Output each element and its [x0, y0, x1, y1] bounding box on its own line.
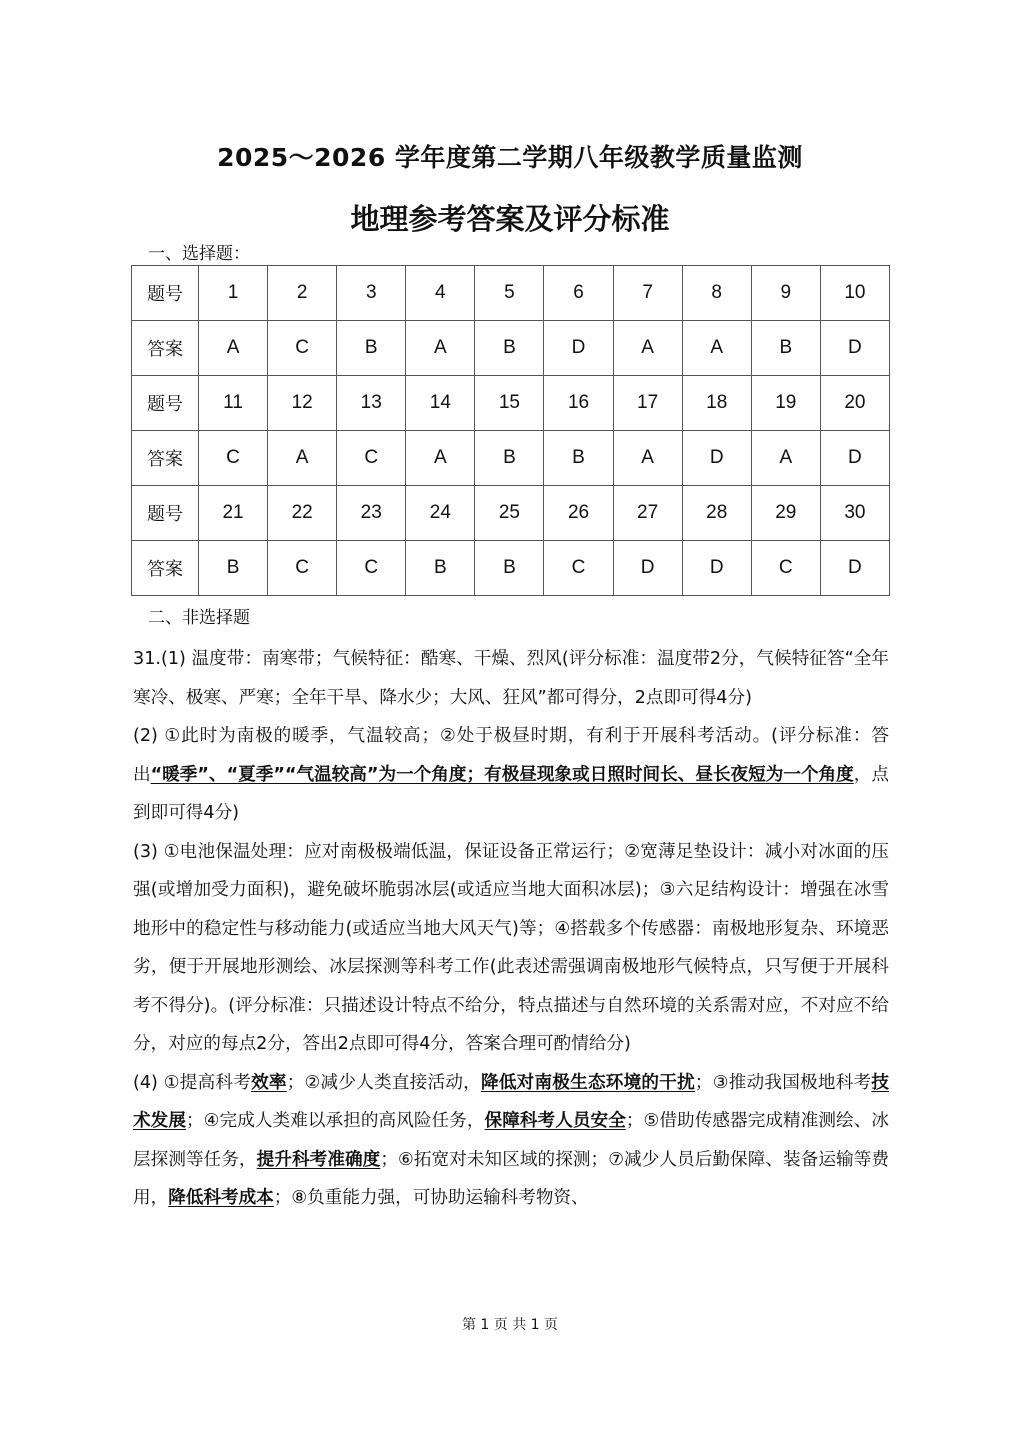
- answer-cell: B: [406, 541, 475, 596]
- answer-text: ；②减少人类直接活动，: [286, 1072, 481, 1093]
- answer-paragraph: [133, 1064, 889, 1218]
- answer-cell: C: [751, 541, 820, 596]
- section-heading-nonchoice: 二、非选择题: [148, 608, 250, 628]
- answer-cell: C: [337, 431, 406, 486]
- row-label-answer: 答案: [132, 541, 199, 596]
- question-number-cell: 5: [475, 266, 544, 321]
- answer-cell: C: [268, 321, 337, 376]
- question-number-cell: 14: [406, 376, 475, 431]
- document-subtitle: 地理参考答案及评分标准: [350, 202, 670, 236]
- answer-cell: C: [268, 541, 337, 596]
- question-number-cell: 21: [199, 486, 268, 541]
- question-number-cell: 20: [820, 376, 889, 431]
- answer-cell: D: [820, 541, 889, 596]
- question-number-row: [132, 486, 890, 541]
- question-number-cell: 25: [475, 486, 544, 541]
- answer-table: [131, 265, 890, 596]
- answer-text: 31.(1) 温度带：南寒带；气候特征：酷寒、干燥、烈风(评分标准：温度带2分，气候特征答“全年寒冷、极寒、严寒；全年干旱、降水少；大风、狂风”都可得分，2点即可得4分): [133, 649, 889, 708]
- answer-text: ；⑧负重能力强，可协助运输科考物资、: [273, 1188, 589, 1208]
- question-number-cell: 30: [820, 486, 889, 541]
- row-label-number: 题号: [132, 266, 199, 321]
- answer-cell: A: [268, 431, 337, 486]
- answer-cell: D: [613, 541, 682, 596]
- question-number-cell: 29: [751, 486, 820, 541]
- question-number-cell: 3: [337, 266, 406, 321]
- question-number-cell: 13: [337, 376, 406, 431]
- answer-text: ；⑥拓宽对未知区域的探测；⑦减少人员后勤保障、装备运输等费用，: [133, 1149, 889, 1208]
- question-number-cell: 6: [544, 266, 613, 321]
- key-point-text: 降低对南极生态环境的干扰: [481, 1072, 695, 1093]
- answer-paragraph: [133, 640, 889, 717]
- answer-cell: A: [199, 321, 268, 376]
- answer-body: [133, 640, 889, 1218]
- answer-row: [132, 431, 890, 486]
- answer-cell: B: [199, 541, 268, 596]
- question-number-cell: 28: [682, 486, 751, 541]
- answer-text: (3) ①电池保温处理：应对南极极端低温，保证设备正常运行；②宽薄足垫设计：减小对冰面的压强(或增加受力面积)，避免破坏脆弱冰层(或适应当地大面积冰层)；③六足结构设计：增强在冰雪地形中的稳定性与移动能力(或适应当地大风天气)等；④搭载多个传感器：南极地形复杂、环境恶劣，便于开展地形测绘、冰层探测等科考工作(此表述需强调南极地形气候特点，只写便于开展科考不得分)。(评分标准：只描述设计特点不给分，特点描述与自然环境的关系需对应，不对应不给分，对应的每点2分，答出2点即可得4分，答案合理可酌情给分): [133, 841, 889, 1054]
- answer-text: ；⑤借助传感器完成精准测绘、冰层探测等任务，: [133, 1111, 889, 1170]
- question-number-row: [132, 266, 890, 321]
- question-number-cell: 2: [268, 266, 337, 321]
- answer-row: [132, 321, 890, 376]
- answer-text: ；③推动我国极地科考: [694, 1072, 872, 1093]
- question-number-cell: 11: [199, 376, 268, 431]
- answer-cell: A: [613, 321, 682, 376]
- answer-cell: A: [682, 321, 751, 376]
- question-number-cell: 10: [820, 266, 889, 321]
- key-point-text: “暖季”、“夏季”“气温较高”为一个角度；有极昼现象或日照时间长、昼长夜短为一个角度: [150, 764, 854, 785]
- answer-cell: A: [406, 321, 475, 376]
- answer-cell: C: [337, 541, 406, 596]
- question-number-cell: 27: [613, 486, 682, 541]
- question-number-cell: 24: [406, 486, 475, 541]
- question-number-cell: 1: [199, 266, 268, 321]
- answer-cell: B: [475, 431, 544, 486]
- question-number-cell: 19: [751, 376, 820, 431]
- answer-cell: B: [751, 321, 820, 376]
- page-footer: 第 1 页 共 1 页: [461, 1317, 559, 1333]
- answer-cell: B: [337, 321, 406, 376]
- answer-cell: D: [544, 321, 613, 376]
- question-number-cell: 4: [406, 266, 475, 321]
- answer-row: [132, 541, 890, 596]
- question-number-cell: 23: [337, 486, 406, 541]
- question-number-cell: 15: [475, 376, 544, 431]
- question-number-cell: 8: [682, 266, 751, 321]
- answer-cell: B: [475, 321, 544, 376]
- key-point-text: 降低科考成本: [168, 1188, 274, 1208]
- answer-cell: C: [199, 431, 268, 486]
- key-point-text: 效率: [251, 1072, 287, 1093]
- answer-text: (4) ①提高科考: [133, 1072, 252, 1093]
- question-number-cell: 22: [268, 486, 337, 541]
- key-point-text: 保障科考人员安全: [484, 1111, 626, 1131]
- question-number-cell: 9: [751, 266, 820, 321]
- question-number-row: [132, 376, 890, 431]
- answer-cell: D: [820, 431, 889, 486]
- question-number-cell: 16: [544, 376, 613, 431]
- row-label-number: 题号: [132, 376, 199, 431]
- question-number-cell: 12: [268, 376, 337, 431]
- key-point-text: 提升科考准确度: [256, 1149, 381, 1170]
- answer-cell: A: [751, 431, 820, 486]
- row-label-answer: 答案: [132, 431, 199, 486]
- answer-cell: A: [406, 431, 475, 486]
- key-point-text: 技术发展: [133, 1072, 889, 1131]
- answer-cell: B: [475, 541, 544, 596]
- answer-cell: D: [682, 541, 751, 596]
- question-number-cell: 18: [682, 376, 751, 431]
- answer-text: (2) ①此时为南极的暖季，气温较高；②处于极昼时期，有利于开展科考活动。(评分标准：答出: [133, 726, 889, 785]
- answer-text: ，点到即可得4分): [133, 764, 889, 823]
- question-number-cell: 26: [544, 486, 613, 541]
- row-label-answer: 答案: [132, 321, 199, 376]
- answer-cell: B: [544, 431, 613, 486]
- section-heading-choice: 一、选择题：: [148, 244, 250, 264]
- document-title: 2025～2026 学年度第二学期八年级教学质量监测: [217, 143, 803, 172]
- question-number-cell: 17: [613, 376, 682, 431]
- question-number-cell: 7: [613, 266, 682, 321]
- answer-paragraph: [133, 717, 889, 833]
- answer-paragraph: [133, 833, 889, 1064]
- answer-text: ；④完成人类难以承担的高风险任务，: [186, 1111, 485, 1131]
- answer-cell: D: [820, 321, 889, 376]
- answer-cell: D: [682, 431, 751, 486]
- answer-cell: C: [544, 541, 613, 596]
- row-label-number: 题号: [132, 486, 199, 541]
- answer-cell: A: [613, 431, 682, 486]
